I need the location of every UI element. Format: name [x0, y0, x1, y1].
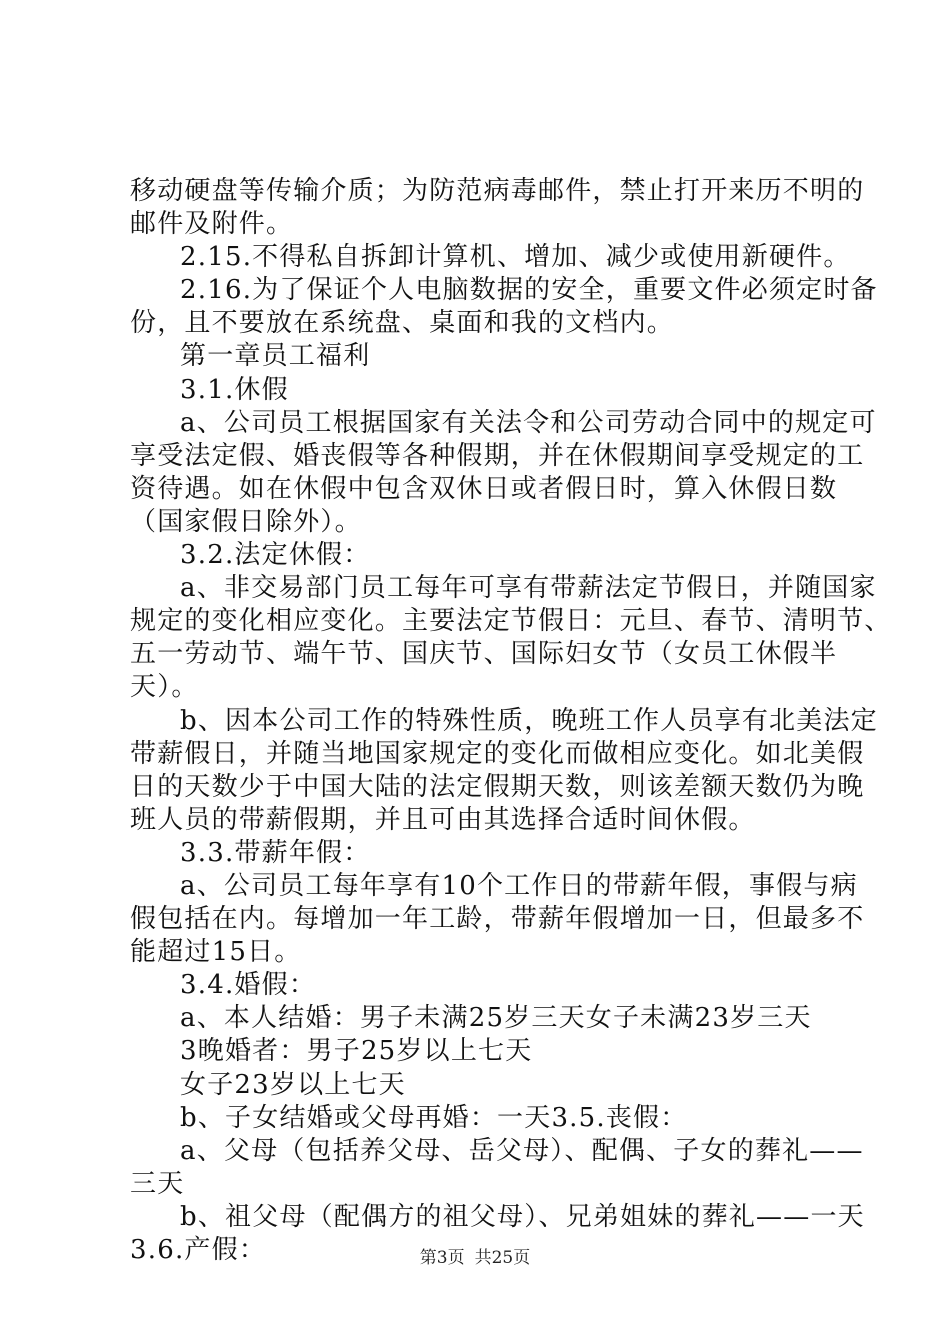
text-line: 能超过15日。: [130, 937, 302, 968]
text-line: 3晚婚者：男子25岁以上七天: [180, 1036, 533, 1067]
text-line: 第一章员工福利: [180, 341, 371, 372]
text-line: 份，且不要放在系统盘、桌面和我的文档内。: [130, 308, 675, 339]
text-line: b、因本公司工作的特殊性质，晚班工作人员享有北美法定: [180, 705, 878, 736]
text-line: （国家假日除外）。: [130, 506, 362, 537]
text-line: 日的天数少于中国大陆的法定假期天数，则该差额天数仍为晚: [130, 771, 865, 802]
text-line: a、父母（包括养父母、岳父母）、配偶、子女的葬礼——: [180, 1135, 864, 1166]
text-line: 2.15.不得私自拆卸计算机、增加、减少或使用新硬件。: [180, 242, 851, 273]
text-line: 移动硬盘等传输介质；为防范病毒邮件，禁止打开来历不明的: [130, 176, 865, 206]
text-line: 五一劳动节、端午节、国庆节、国际妇女节（女员工休假半: [130, 639, 838, 670]
text-line: 三天: [130, 1168, 185, 1199]
text-line: 女子23岁以上七天: [180, 1069, 406, 1100]
text-line: 邮件及附件。: [130, 209, 294, 240]
text-line: 带薪假日，并随当地国家规定的变化而做相应变化。如北美假: [130, 738, 865, 769]
page-footer: [0, 1243, 950, 1268]
text-line: a、公司员工根据国家有关法令和公司劳动合同中的规定可: [180, 407, 877, 438]
document-body: [130, 175, 892, 1267]
text-line: 班人员的带薪假期，并且可由其选择合适时间休假。: [130, 804, 756, 835]
text-line: a、公司员工每年享有10个工作日的带薪年假，事假与病: [180, 870, 858, 901]
text-line: 天）。: [130, 672, 199, 703]
text-line: 3.3.带薪年假：: [180, 837, 371, 868]
text-line: 3.2.法定休假：: [180, 540, 371, 571]
text-line: b、祖父母（配偶方的祖父母）、兄弟姐妹的葬礼——一天: [180, 1201, 865, 1232]
page-number: 第3页: [419, 1248, 465, 1268]
text-line: 规定的变化相应变化。主要法定节假日：元旦、春节、清明节、: [130, 606, 892, 637]
page-total: 共25页: [474, 1248, 531, 1268]
text-line: 假包括在内。每增加一年工龄，带薪年假增加一日，但最多不: [130, 904, 865, 935]
text-line: 3.6.产假：: [130, 1235, 267, 1265]
text-line: 2.16.为了保证个人电脑数据的安全，重要文件必须定时备: [180, 275, 878, 306]
text-line: 资待遇。如在休假中包含双休日或者假日时，算入休假日数: [130, 473, 838, 504]
text-line: 3.1.休假: [180, 374, 289, 405]
text-line: 3.4.婚假：: [180, 970, 317, 1001]
text-line: b、子女结婚或父母再婚：一天3.5.丧假：: [180, 1102, 688, 1133]
text-line: 享受法定假、婚丧假等各种假期，并在休假期间享受规定的工: [130, 440, 865, 471]
text-line: a、非交易部门员工每年可享有带薪法定节假日，并随国家: [180, 573, 877, 604]
text-line: a、本人结婚：男子未满25岁三天女子未满23岁三天: [180, 1003, 812, 1034]
